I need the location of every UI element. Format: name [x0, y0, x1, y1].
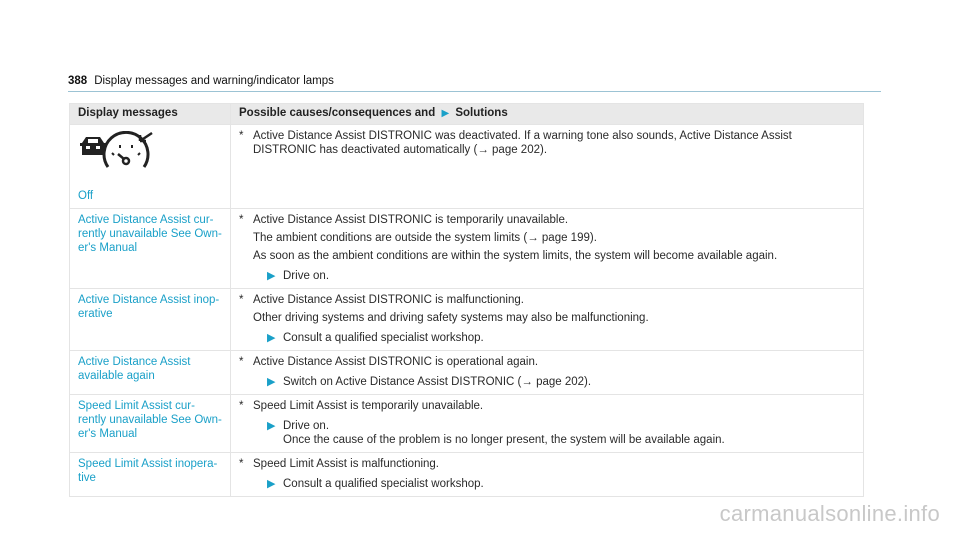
table-row [70, 351, 864, 395]
description-cell [231, 395, 864, 453]
page-number: 388 [68, 75, 88, 87]
col-header-causes-label: Possible causes/consequences and [239, 107, 436, 119]
message-text: Off [78, 190, 94, 202]
cause-line [239, 129, 855, 157]
message-cell: Speed Limit Assist cur-rently unavailable See Own-er's Manual [70, 395, 231, 453]
description-cell [231, 125, 864, 209]
cause-line [239, 293, 855, 307]
play-arrow-icon: ▶ [441, 108, 450, 119]
play-arrow-icon: ▶ [267, 478, 276, 490]
solution-text: Drive on. [283, 270, 330, 282]
page-title: Display messages and warning/indicator lamps [94, 75, 334, 87]
play-arrow-icon: ▶ [267, 270, 276, 282]
solution-step [239, 331, 855, 345]
bullet: * [239, 356, 244, 368]
cause-line [239, 399, 855, 413]
bullet: * [239, 294, 244, 306]
message-cell: Speed Limit Assist inopera-tive [70, 453, 231, 497]
table-row [70, 125, 864, 209]
bullet: * [239, 400, 244, 412]
solution-text: Switch on Active Distance Assist DISTRONIC (→ page 202). [283, 376, 592, 388]
message-cell: Active Distance Assist cur-rently unavailable See Own-er's Manual [70, 209, 231, 289]
solution-block [283, 419, 725, 447]
cause-detail: Other driving systems and driving safety systems may also be malfunctioning. [253, 312, 649, 324]
display-messages-table [69, 103, 864, 497]
table-row [70, 395, 864, 453]
play-arrow-icon: ▶ [267, 376, 276, 388]
solution-step [239, 477, 855, 491]
bullet: * [239, 130, 244, 142]
cause-text: Active Distance Assist DISTRONIC is operational again. [253, 356, 539, 368]
table-row [70, 289, 864, 351]
header-rule [68, 91, 881, 92]
col-header-causes [231, 104, 864, 125]
cause-line [239, 213, 855, 227]
distronic-off-icon [78, 131, 158, 177]
solution-step [239, 419, 855, 447]
play-arrow-icon: ▶ [267, 332, 276, 344]
cause-text: Speed Limit Assist is temporarily unavailable. [253, 400, 484, 412]
page-header [68, 75, 880, 87]
cause-line [239, 355, 855, 369]
solution-text: Drive on. [283, 420, 330, 432]
cause-text: Active Distance Assist DISTRONIC is malfunctioning. [253, 294, 524, 306]
description-cell [231, 289, 864, 351]
description-cell [231, 351, 864, 395]
description-cell [231, 209, 864, 289]
description-cell [231, 453, 864, 497]
message-cell: Active Distance Assist available again [70, 351, 231, 395]
cause-detail: The ambient conditions are outside the system limits (→ page 199). [253, 232, 597, 244]
table-header-row [70, 104, 864, 125]
col-header-solutions-label: Solutions [455, 107, 508, 119]
message-cell: Active Distance Assist inop-erative [70, 289, 231, 351]
solution-subtext: Once the cause of the problem is no longer present, the system will be available again. [283, 434, 725, 446]
bullet: * [239, 458, 244, 470]
solution-text: Consult a qualified specialist workshop. [283, 332, 484, 344]
cause-text: Active Distance Assist DISTRONIC is temporarily unavailable. [253, 214, 569, 226]
cause-text: Speed Limit Assist is malfunctioning. [253, 458, 440, 470]
bullet: * [239, 214, 244, 226]
solution-step [239, 375, 855, 389]
cause-text: Active Distance Assist DISTRONIC was deactivated. If a warning tone also sounds, Active Distance Assist DISTRONIC has deactivated automatically (→ page 202). [253, 130, 792, 156]
col-header-message: Display messages [70, 104, 231, 125]
cause-line [239, 457, 855, 471]
table-row [70, 453, 864, 497]
message-cell [70, 125, 231, 209]
play-arrow-icon: ▶ [267, 420, 276, 432]
table-row [70, 209, 864, 289]
solution-text: Consult a qualified specialist workshop. [283, 478, 484, 490]
cause-detail: As soon as the ambient conditions are within the system limits, the system will become available again. [253, 250, 778, 262]
watermark: carmanualsonline.info [719, 501, 940, 526]
solution-step [239, 269, 855, 283]
